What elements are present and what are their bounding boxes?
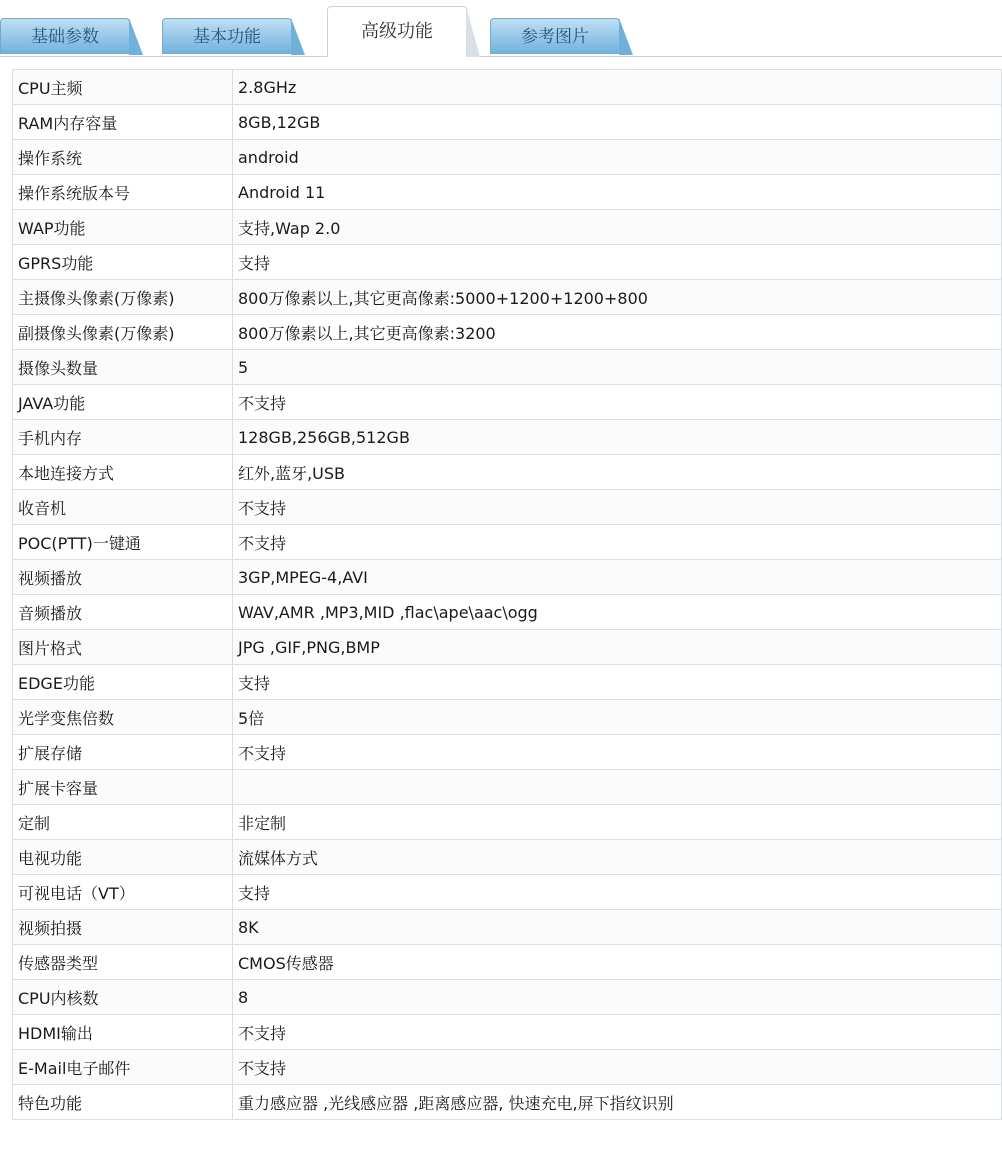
spec-value: JPG ,GIF,PNG,BMP [233, 630, 1002, 665]
spec-row [13, 980, 1002, 1015]
spec-label: 本地连接方式 [13, 455, 233, 490]
spec-value: 2.8GHz [233, 70, 1002, 105]
spec-value: Android 11 [233, 175, 1002, 210]
spec-value: 重力感应器 ,光线感应器 ,距离感应器, 快速充电,屏下指纹识别 [233, 1085, 1002, 1120]
spec-value: 3GP,MPEG-4,AVI [233, 560, 1002, 595]
spec-label: 视频播放 [13, 560, 233, 595]
spec-value: 5倍 [233, 700, 1002, 735]
spec-row [13, 280, 1002, 315]
spec-label: EDGE功能 [13, 665, 233, 700]
spec-value: WAV,AMR ,MP3,MID ,flac\ape\aac\ogg [233, 595, 1002, 630]
spec-row [13, 490, 1002, 525]
spec-value: 非定制 [233, 805, 1002, 840]
spec-row [13, 700, 1002, 735]
spec-value: 支持 [233, 875, 1002, 910]
spec-label: 操作系统版本号 [13, 175, 233, 210]
spec-row [13, 175, 1002, 210]
spec-row [13, 595, 1002, 630]
spec-row [13, 840, 1002, 875]
spec-row [13, 315, 1002, 350]
spec-label: 特色功能 [13, 1085, 233, 1120]
spec-row [13, 385, 1002, 420]
spec-value: 8GB,12GB [233, 105, 1002, 140]
spec-label: WAP功能 [13, 210, 233, 245]
spec-value: 流媒体方式 [233, 840, 1002, 875]
spec-label: CPU内核数 [13, 980, 233, 1015]
spec-row [13, 70, 1002, 105]
spec-label: 传感器类型 [13, 945, 233, 980]
spec-value: 不支持 [233, 490, 1002, 525]
spec-label: 主摄像头像素(万像素) [13, 280, 233, 315]
spec-row [13, 245, 1002, 280]
spec-label: 电视功能 [13, 840, 233, 875]
spec-label: POC(PTT)一键通 [13, 525, 233, 560]
spec-row [13, 105, 1002, 140]
spec-value [233, 770, 1002, 805]
spec-value: 不支持 [233, 1015, 1002, 1050]
spec-value: 800万像素以上,其它更高像素:3200 [233, 315, 1002, 350]
spec-table [12, 69, 1002, 1120]
spec-value: 8 [233, 980, 1002, 1015]
spec-value: 不支持 [233, 1050, 1002, 1085]
spec-label: 音频播放 [13, 595, 233, 630]
spec-label: JAVA功能 [13, 385, 233, 420]
spec-value: 5 [233, 350, 1002, 385]
spec-row [13, 210, 1002, 245]
spec-row [13, 805, 1002, 840]
spec-value: 不支持 [233, 735, 1002, 770]
spec-label: 图片格式 [13, 630, 233, 665]
spec-label: 摄像头数量 [13, 350, 233, 385]
tab-bar [0, 0, 1002, 57]
spec-value: 红外,蓝牙,USB [233, 455, 1002, 490]
spec-row [13, 140, 1002, 175]
spec-table-body [13, 70, 1002, 1120]
spec-row [13, 1085, 1002, 1120]
spec-row [13, 630, 1002, 665]
spec-value: 支持 [233, 245, 1002, 280]
spec-row [13, 875, 1002, 910]
spec-label: RAM内存容量 [13, 105, 233, 140]
spec-value: 8K [233, 910, 1002, 945]
spec-row [13, 910, 1002, 945]
tab-reference-images[interactable]: 参考图片 [490, 18, 620, 54]
spec-value: 128GB,256GB,512GB [233, 420, 1002, 455]
spec-row [13, 560, 1002, 595]
spec-label: 副摄像头像素(万像素) [13, 315, 233, 350]
tab-basic-features[interactable]: 基本功能 [162, 18, 292, 54]
spec-label: 扩展卡容量 [13, 770, 233, 805]
spec-label: 扩展存储 [13, 735, 233, 770]
spec-row [13, 1015, 1002, 1050]
spec-value: 支持,Wap 2.0 [233, 210, 1002, 245]
spec-value: 支持 [233, 665, 1002, 700]
spec-value: 800万像素以上,其它更高像素:5000+1200+1200+800 [233, 280, 1002, 315]
spec-row [13, 770, 1002, 805]
spec-row [13, 350, 1002, 385]
spec-label: CPU主频 [13, 70, 233, 105]
spec-row [13, 1050, 1002, 1085]
spec-value: CMOS传感器 [233, 945, 1002, 980]
spec-row [13, 665, 1002, 700]
spec-label: GPRS功能 [13, 245, 233, 280]
spec-row [13, 455, 1002, 490]
spec-label: 定制 [13, 805, 233, 840]
spec-value: 不支持 [233, 385, 1002, 420]
spec-label: E-Mail电子邮件 [13, 1050, 233, 1085]
spec-label: 视频拍摄 [13, 910, 233, 945]
tab-advanced-features[interactable]: 高级功能 [327, 6, 467, 57]
spec-label: 光学变焦倍数 [13, 700, 233, 735]
spec-label: HDMI输出 [13, 1015, 233, 1050]
spec-label: 手机内存 [13, 420, 233, 455]
spec-label: 操作系统 [13, 140, 233, 175]
tab-basic-params[interactable]: 基础参数 [0, 18, 130, 54]
spec-row [13, 945, 1002, 980]
spec-row [13, 525, 1002, 560]
spec-row [13, 420, 1002, 455]
spec-value: 不支持 [233, 525, 1002, 560]
spec-label: 收音机 [13, 490, 233, 525]
spec-row [13, 735, 1002, 770]
spec-label: 可视电话（VT） [13, 875, 233, 910]
spec-value: android [233, 140, 1002, 175]
